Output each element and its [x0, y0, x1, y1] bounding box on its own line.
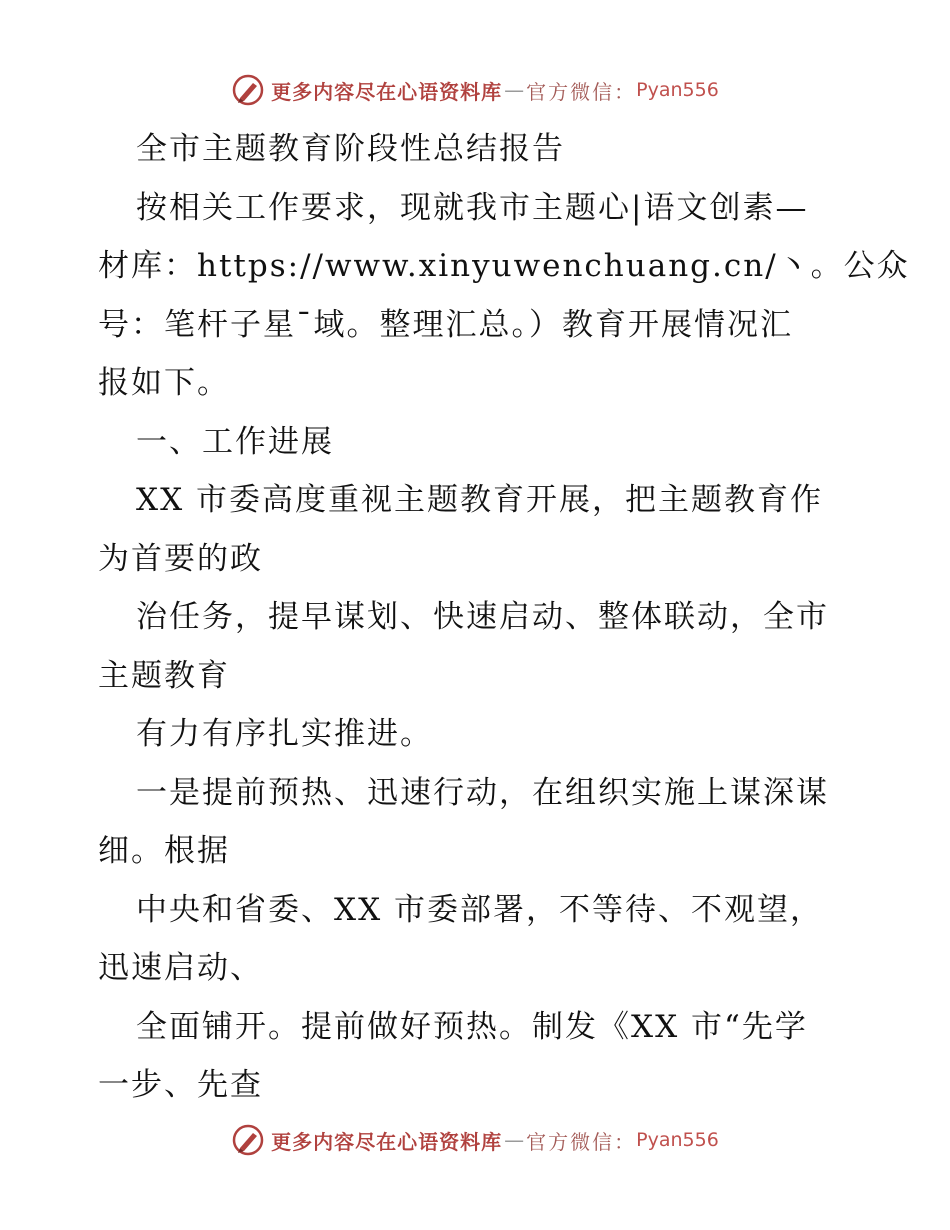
banner-wechat-label: 官方微信： [526, 1129, 637, 1154]
document-line: 治任务，提早谋划、快速启动、整体联动，全市 [136, 599, 829, 635]
pen-logo-icon [231, 73, 265, 107]
document-line: 一步、先查 [98, 1067, 263, 1103]
header-watermark-banner [0, 70, 950, 110]
document-line: 一是提前预热、迅速行动，在组织实施上谋深谋 [136, 774, 829, 811]
banner-wechat-handle: Pyan556 [636, 1129, 719, 1151]
banner-slogan: 更多内容尽在心语资料库 [271, 1129, 503, 1154]
banner-slogan: 更多内容尽在心语资料库 [271, 79, 503, 104]
document-line: 按相关工作要求，现就我市主题心|语文创素— [136, 189, 809, 226]
document-line: 全市主题教育阶段性总结报告 [136, 131, 565, 167]
pen-logo-icon [231, 1123, 265, 1157]
document-line: 迅速启动、 [98, 950, 263, 986]
document-line: 报如下。 [98, 365, 230, 401]
banner-wechat-handle: Pyan556 [636, 79, 719, 101]
document-line: 号：笔杆子星¯域。整理汇总。）教育开展情况汇 [98, 306, 793, 343]
document-body [98, 120, 910, 1115]
document-line: 为首要的政 [98, 540, 263, 577]
document-line: 细。根据 [98, 833, 230, 869]
footer-watermark-banner [0, 1120, 950, 1160]
banner-wechat-label: 官方微信： [526, 79, 637, 104]
document-line: XX 市委高度重视主题教育开展，把主题教育作 [136, 482, 823, 518]
document-line: 一、工作进展 [136, 423, 334, 460]
document-line: 中央和省委、XX 市委部署，不等待、不观望， [136, 891, 823, 928]
document-line: 有力有序扎实推进。 [136, 716, 433, 752]
banner-separator: — [504, 78, 525, 102]
document-line: 主题教育 [98, 657, 230, 694]
document-line: 材库：https://www.xinyuwenchuang.cn/丶。公众 [98, 248, 910, 284]
banner-separator: — [504, 1128, 525, 1152]
document-line: 全面铺开。提前做好预热。制发《XX 市“先学 [136, 1008, 808, 1045]
